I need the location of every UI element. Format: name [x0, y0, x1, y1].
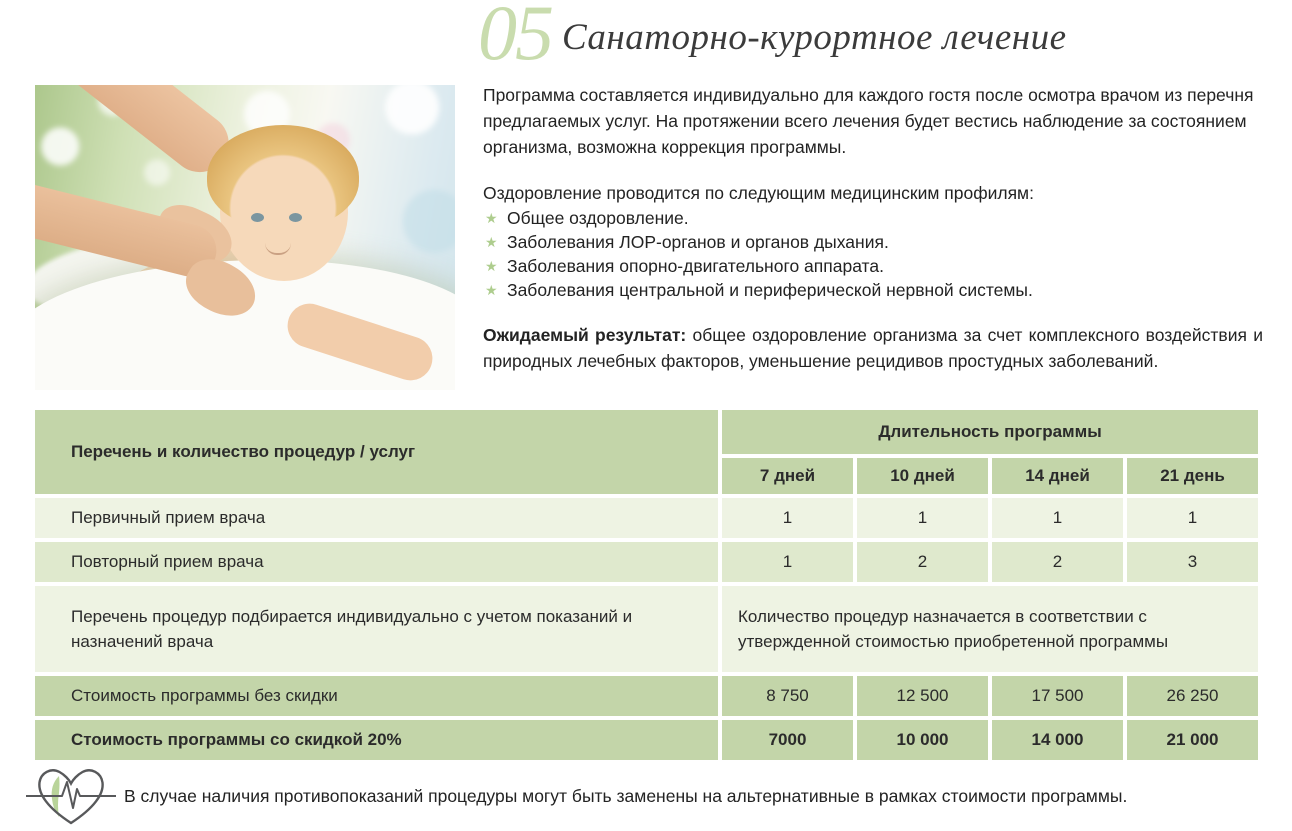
column-header-7-days: 7 дней: [722, 458, 853, 494]
list-item: [485, 278, 1263, 302]
chapter-number: 05: [478, 0, 552, 76]
heart-pulse-icon: [26, 763, 116, 829]
page-header: [478, 0, 1067, 76]
table-row: [35, 542, 1258, 582]
cell-value: 1: [1127, 498, 1258, 538]
row-label: Стоимость программы со скидкой 20%: [35, 720, 718, 760]
expected-result-paragraph: [483, 322, 1263, 374]
list-item: [485, 230, 1263, 254]
list-item-label: Заболевания центральной и периферической нервной системы.: [507, 280, 1033, 300]
program-pricing-table: [31, 406, 1262, 764]
row-label: Первичный прием врача: [35, 498, 718, 538]
intro-paragraph: Программа составляется индивидуально для каждого гостя после осмотра врачом из перечня предлагаемых услуг. На протяжении всего лечения будет вестись наблюдение за состоянием организма, возможна коррекция программы.: [483, 85, 1254, 157]
cell-value: 1: [722, 498, 853, 538]
cell-value: 8 750: [722, 676, 853, 716]
list-item: [485, 254, 1263, 278]
cell-value: Количество процедур назначается в соответствии с утвержденной стоимостью приобретенной программы: [722, 586, 1258, 672]
list-item-label: Заболевания ЛОР-органов и органов дыхания.: [507, 232, 889, 252]
row-label: Перечень процедур подбирается индивидуально с учетом показаний и назначений врача: [35, 586, 718, 672]
photo-child-eye: [289, 213, 302, 222]
column-header-services: Перечень и количество процедур / услуг: [35, 410, 718, 494]
list-item: [485, 206, 1263, 230]
cell-value: 21 000: [1127, 720, 1258, 760]
cell-value: 7000: [722, 720, 853, 760]
footer-note: [26, 763, 1270, 829]
massage-photo: [35, 85, 455, 390]
star-bullet-icon: ★: [485, 282, 498, 298]
expected-result-label: Ожидаемый результат:: [483, 325, 687, 345]
star-bullet-icon: ★: [485, 234, 498, 250]
column-header-10-days: 10 дней: [857, 458, 988, 494]
table-row: [35, 720, 1258, 760]
cell-value: 26 250: [1127, 676, 1258, 716]
intro-text-column: [483, 82, 1263, 374]
cell-value: 12 500: [857, 676, 988, 716]
column-header-21-days: 21 день: [1127, 458, 1258, 494]
page-title: Санаторно-курортное лечение: [562, 17, 1067, 58]
cell-value: 14 000: [992, 720, 1123, 760]
cell-value: 1: [722, 542, 853, 582]
row-label: Стоимость программы без скидки: [35, 676, 718, 716]
column-header-14-days: 14 дней: [992, 458, 1123, 494]
photo-child-eye: [251, 213, 264, 222]
cell-value: 1: [992, 498, 1123, 538]
star-bullet-icon: ★: [485, 210, 498, 226]
footer-note-text: В случае наличия противопоказаний процедуры могут быть заменены на альтернативные в рамках стоимости программы.: [124, 786, 1128, 806]
cell-value: 1: [857, 498, 988, 538]
photo-child-hair: [207, 125, 359, 229]
list-item-label: Заболевания опорно-двигательного аппарата.: [507, 256, 884, 276]
star-bullet-icon: ★: [485, 258, 498, 274]
expected-result-text: общее оздоровление организма за счет комплексного воздействия и природных лечебных факторов, уменьшение рецидивов простудных заболеваний.: [483, 325, 1263, 371]
profiles-intro: Оздоровление проводится по следующим медицинским профилям:: [483, 183, 1034, 203]
table-row: [35, 586, 1258, 672]
medical-profiles-list: [485, 206, 1263, 302]
cell-value: 17 500: [992, 676, 1123, 716]
list-item-label: Общее оздоровление.: [507, 208, 689, 228]
table-row: [35, 498, 1258, 538]
cell-value: 2: [857, 542, 988, 582]
cell-value: 3: [1127, 542, 1258, 582]
table-row: [35, 676, 1258, 716]
cell-value: 10 000: [857, 720, 988, 760]
cell-value: 2: [992, 542, 1123, 582]
column-header-duration: Длительность программы: [722, 410, 1258, 454]
row-label: Повторный прием врача: [35, 542, 718, 582]
